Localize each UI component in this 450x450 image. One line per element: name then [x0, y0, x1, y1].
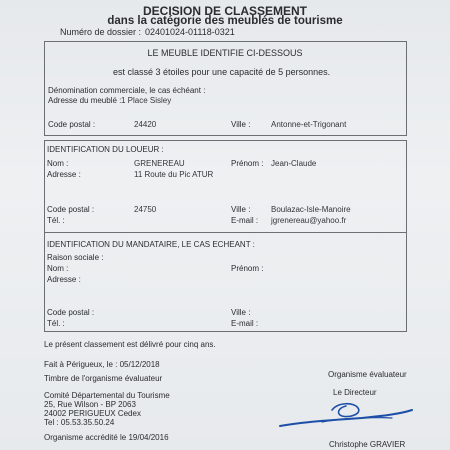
loueur-ville-value: Boulazac-Isle-Manoire [271, 205, 351, 214]
loueur-email-value: jgrenereau@yahoo.fr [271, 216, 347, 225]
organisme-street: 25, Rue Wilson - BP 2063 [44, 400, 136, 409]
denomination-label: Dénomination commerciale, le cas échéant : [48, 86, 206, 95]
adresse-meuble-value: 1 Place Sisley [121, 96, 172, 105]
fait-a-line: Fait à Périgueux, le : 05/12/2018 [44, 360, 160, 369]
validite-statement: Le présent classement est délivré pour cinq ans. [44, 340, 216, 349]
mandataire-tel-label: Tél. : [47, 319, 65, 328]
loueur-nom-value: GRENEREAU [134, 159, 185, 168]
loueur-mandataire-section [44, 140, 407, 332]
loueur-adresse-label: Adresse : [47, 170, 81, 179]
signataire-name: Christophe GRAVIER [329, 440, 406, 449]
accreditation-date: Organisme accrédité le 19/04/2016 [44, 433, 169, 442]
organisme-phone: Tel : 05.53.35.50.24 [44, 418, 115, 427]
meuble-code-postal-value: 24420 [134, 120, 157, 129]
classement-statement: est classé 3 étoiles pour une capacité de 5 personnes. [113, 67, 331, 77]
organisme-city: 24002 PERIGUEUX Cedex [44, 409, 141, 418]
mandataire-code-postal-label: Code postal : [47, 308, 95, 317]
mandataire-nom-label: Nom : [47, 264, 69, 273]
mandataire-prenom-label: Prénom : [231, 264, 264, 273]
adresse-meuble-label: Adresse du meublé : [48, 96, 122, 105]
director-signature [272, 396, 422, 436]
mandataire-heading: IDENTIFICATION DU MANDATAIRE, LE CAS ECHEANT : [47, 240, 255, 249]
loueur-code-postal-label: Code postal : [47, 205, 95, 214]
loueur-code-postal-value: 24750 [134, 205, 157, 214]
document-title: DECISION DE CLASSEMENT [142, 4, 307, 18]
loueur-adresse-value: 11 Route du Pic ATUR [134, 170, 214, 179]
loueur-nom-label: Nom : [47, 159, 69, 168]
mandataire-adresse-label: Adresse : [47, 275, 81, 284]
dossier-label: Numéro de dossier : [60, 27, 142, 37]
loueur-heading: IDENTIFICATION DU LOUEUR : [47, 145, 164, 154]
timbre-label: Timbre de l'organisme évaluateur [44, 374, 163, 383]
loueur-tel-label: Tél. : [47, 216, 65, 225]
loueur-prenom-value: Jean-Claude [271, 159, 317, 168]
loueur-prenom-label: Prénom : [231, 159, 264, 168]
mandataire-ville-label: Ville : [231, 308, 251, 317]
document-subtitle: dans la catégorie des meublés de tourisme [107, 15, 343, 27]
organisme-name: Comité Départemental du Tourisme [44, 391, 170, 400]
section-divider [44, 232, 407, 233]
organisme-evaluateur-label: Organisme évaluateur [328, 370, 407, 379]
loueur-email-label: E-mail : [231, 216, 259, 225]
meuble-ville-value: Antonne-et-Trigonant [271, 120, 347, 129]
meuble-heading: LE MEUBLE IDENTIFIE CI-DESSOUS [147, 48, 303, 58]
mandataire-raison-label: Raison sociale : [47, 253, 104, 262]
mandataire-email-label: E-mail : [231, 319, 259, 328]
dossier-value: 02401024-01118-0321 [145, 27, 235, 37]
meuble-code-postal-label: Code postal : [48, 120, 96, 129]
loueur-ville-label: Ville : [231, 205, 251, 214]
directeur-label: Le Directeur [333, 388, 377, 397]
meuble-ville-label: Ville : [231, 120, 251, 129]
